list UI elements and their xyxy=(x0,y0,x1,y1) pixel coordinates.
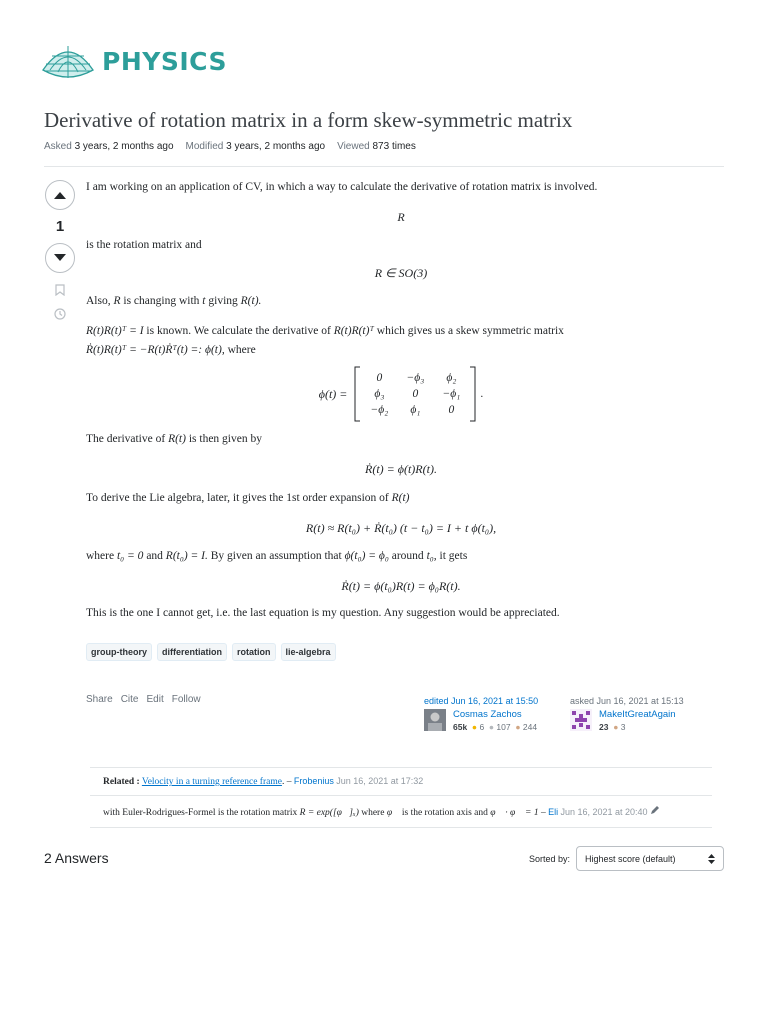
title-divider xyxy=(44,166,724,167)
avatar[interactable] xyxy=(570,709,592,731)
tag-group-theory[interactable]: group-theory xyxy=(86,643,152,661)
pencil-icon[interactable] xyxy=(650,805,660,815)
math-display: Ṙ(t) = ϕ(t)R(t). xyxy=(365,462,437,476)
modified-meta[interactable]: Modified 3 years, 2 months ago xyxy=(185,141,326,152)
post-paragraph: where t₀ = 0 and R(t₀) = I. By given an assumption that ϕ(t₀) = ϕ₀ around t₀, it gets xyxy=(86,550,468,562)
comment: Related : Velocity in a turning reference frame. – Frobenius Jun 16, 2021 at 17:32 xyxy=(90,767,712,795)
caret-down-icon xyxy=(54,254,66,262)
comments-list xyxy=(90,767,712,828)
math-display: Ṙ(t) = ϕ(t₀)R(t) = ϕ₀R(t). xyxy=(341,579,461,593)
question-meta xyxy=(44,141,416,152)
left-bracket xyxy=(353,366,361,422)
editor-name[interactable]: Cosmas Zachos xyxy=(453,709,522,720)
answers-count: 2 Answers xyxy=(44,850,109,866)
sort-control xyxy=(529,846,724,871)
post-paragraph: Ṙ(t)R(t)ᵀ = −R(t)Ṙᵀ(t) =: ϕ(t), where xyxy=(86,344,256,356)
tag-rotation[interactable]: rotation xyxy=(232,643,276,661)
history-icon xyxy=(53,307,67,321)
right-bracket xyxy=(469,366,477,422)
tag-lie-algebra[interactable]: lie-algebra xyxy=(281,643,336,661)
comment-user[interactable]: Eli xyxy=(548,807,559,817)
post-paragraph: I am working on an application of CV, in which a way to calculate the derivative of rotation matrix is involved. xyxy=(86,181,598,193)
tag-list xyxy=(86,643,336,661)
matrix-cell: ϕ₃ xyxy=(374,388,385,400)
asked-timestamp[interactable]: asked Jun 16, 2021 at 15:13 xyxy=(570,696,684,706)
post-actions xyxy=(86,694,201,705)
comments-divider xyxy=(90,827,712,828)
math-display: R ∈ SO(3) xyxy=(374,266,428,280)
share-link[interactable]: Share xyxy=(86,694,113,705)
edited-timestamp[interactable]: edited Jun 16, 2021 at 15:50 xyxy=(424,696,539,706)
asker-card xyxy=(570,696,684,732)
comment-user[interactable]: Frobenius xyxy=(293,776,334,786)
follow-link[interactable]: Follow xyxy=(171,694,201,705)
globe-logo-icon xyxy=(40,40,96,82)
bookmark-icon xyxy=(55,284,65,296)
post-paragraph: To derive the Lie algebra, later, it gives the 1st order expansion of R(t) xyxy=(86,492,410,504)
math-display: R xyxy=(397,210,405,224)
post-paragraph: Also, R is changing with t giving R(t). xyxy=(86,295,262,307)
matrix-cell: ϕ₂ xyxy=(446,372,457,384)
site-logo[interactable] xyxy=(40,40,227,82)
timeline-button[interactable] xyxy=(53,307,67,326)
post-paragraph: is the rotation matrix and xyxy=(86,239,202,251)
matrix-cell: −ϕ₁ xyxy=(442,388,461,400)
matrix-cell: 0 xyxy=(448,404,455,416)
matrix-cell: −ϕ₂ xyxy=(370,404,389,416)
editor-card xyxy=(424,696,538,732)
asker-name[interactable]: MakeItGreatAgain xyxy=(599,709,676,720)
matrix-cell: 0 xyxy=(412,388,419,400)
vote-count: 1 xyxy=(55,218,65,235)
downvote-button[interactable] xyxy=(45,243,75,273)
edit-link[interactable]: Edit xyxy=(146,694,164,705)
matrix-cell: −ϕ₃ xyxy=(406,372,425,384)
cite-link[interactable]: Cite xyxy=(120,694,139,705)
vote-cell xyxy=(44,180,76,326)
post-paragraph: This is the one I cannot get, i.e. the last equation is my question. Any suggestion would be appreciated. xyxy=(86,607,560,619)
tag-differentiation[interactable]: differentiation xyxy=(157,643,227,661)
avatar[interactable] xyxy=(424,709,446,731)
sort-label: Sorted by: xyxy=(528,853,570,864)
matrix-equation: ϕ(t) = 0 −ϕ₃ ϕ₂ ϕ₃ 0 −ϕ₁ −ϕ₂ ϕ₁ 0 . xyxy=(86,366,716,422)
matrix-cell: ϕ₁ xyxy=(410,404,421,416)
asked-meta: Asked 3 years, 2 months ago xyxy=(44,141,174,152)
sort-select[interactable]: Highest score (default) xyxy=(576,846,724,871)
upvote-button[interactable] xyxy=(45,180,75,210)
viewed-meta: Viewed 873 times xyxy=(337,141,416,152)
post-paragraph: R(t)R(t)ᵀ = I is known. We calculate the derivative of R(t)R(t)ᵀ which gives us a skew symmetric matrix xyxy=(86,325,564,337)
comment-date[interactable]: Jun 16, 2021 at 20:40 xyxy=(560,807,648,817)
post-paragraph: The derivative of R(t) is then given by xyxy=(86,433,262,445)
question-title[interactable]: Derivative of rotation matrix in a form skew-symmetric matrix xyxy=(44,108,573,132)
comment-link[interactable]: Velocity in a turning reference frame xyxy=(141,777,282,787)
asker-reputation: 23 ● 3 xyxy=(599,722,626,732)
comment: with Euler-Rodrigues-Formel is the rotation matrix R = exp([φ⃗]ₓ) where φ⃗ is the rotation axis and φ⃗ · φ⃗ = 1 – Eli Jun 16, 2021 at 20:40 xyxy=(90,795,712,827)
matrix-cell: 0 xyxy=(376,372,383,384)
bookmark-button[interactable] xyxy=(55,283,65,301)
editor-reputation: 65k ● 6 ● 107 ● 244 xyxy=(453,722,538,732)
caret-up-icon xyxy=(54,191,66,199)
comment-date[interactable]: Jun 16, 2021 at 17:32 xyxy=(336,776,424,786)
math-display: R(t) ≈ R(t₀) + Ṙ(t₀) (t − t₀) = I + t ϕ(t₀), xyxy=(305,521,497,535)
select-arrows-icon xyxy=(708,854,715,864)
site-name: PHYSICS xyxy=(102,46,227,76)
